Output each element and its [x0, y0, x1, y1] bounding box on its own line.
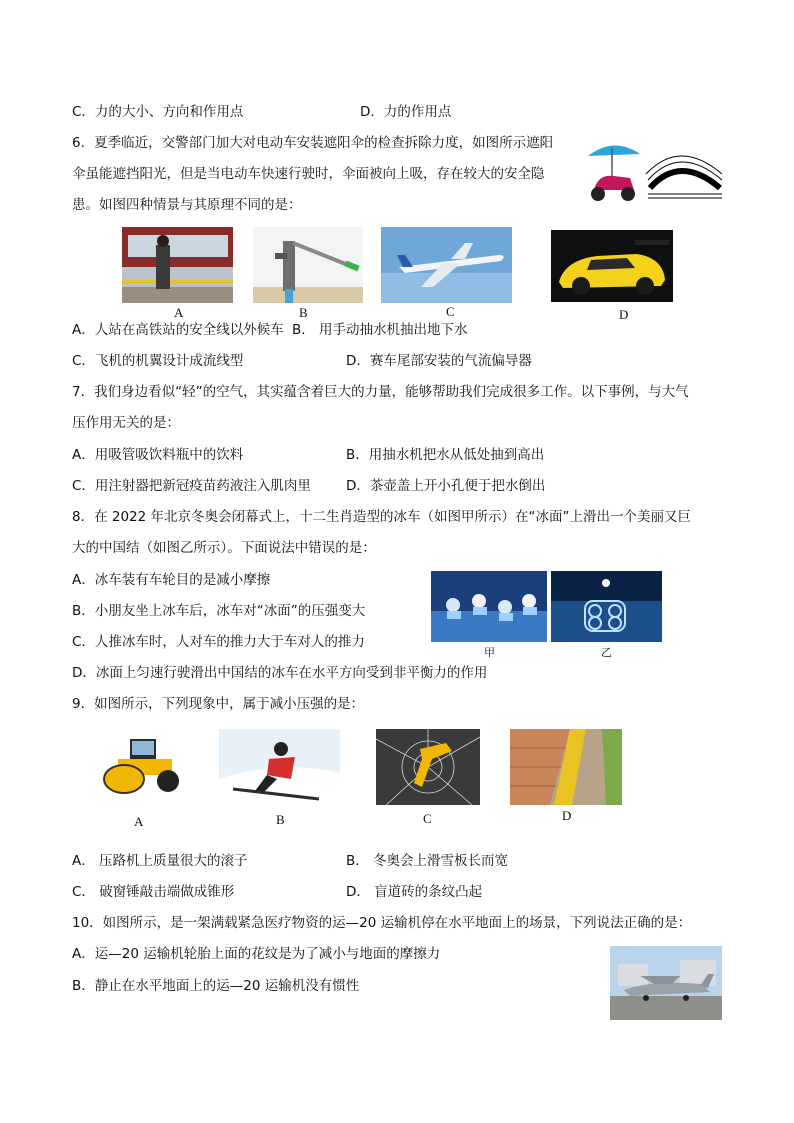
q9-image-d-tactile-paving	[510, 729, 622, 805]
q8-image-yi-chinese-knot	[551, 571, 662, 642]
q6-option-a: A．人站在高铁站的安全线以外候车	[72, 322, 284, 338]
q9-caption-c: C	[423, 811, 432, 826]
q8-caption-yi: 乙	[601, 647, 612, 659]
q10-stem: 10．如图所示，是一架满载紧急医疗物资的运—20 运输机停在水平地面上的场景，下列说法正确的是：	[72, 915, 692, 931]
q9-image-c-window-hammer	[376, 729, 480, 805]
q6-image-a-platform	[122, 227, 233, 303]
q6-scooter-umbrella-figure	[584, 138, 724, 206]
q6-option-c: C．飞机的机翼设计成流线型	[72, 353, 244, 369]
q8-option-a: A．冰车装有车轮目的是减小摩擦	[72, 572, 271, 588]
q5-option-c: C．力的大小、方向和作用点	[72, 104, 244, 120]
q6-caption-b: B	[299, 305, 308, 320]
q9-option-d: D． 盲道砖的条纹凸起	[346, 884, 483, 900]
q6-image-c-airplane	[381, 227, 512, 303]
q8-image-jia-ice-cars	[431, 571, 547, 642]
q6-image-b-hand-pump	[253, 227, 363, 303]
q9-option-c: C． 破窗锤敲击端做成锥形	[72, 884, 235, 900]
q8-option-c: C．人推冰车时，人对车的推力大于车对人的推力	[72, 634, 365, 650]
q6-option-b: B． 用手动抽水机抽出地下水	[292, 322, 468, 338]
q6-stem-line-2: 伞虽能遮挡阳光，但是当电动车快速行驶时，伞面被向上吸，存在较大的安全隐	[72, 166, 545, 182]
q6-caption-c: C	[446, 304, 455, 319]
q8-option-d: D．冰面上匀速行驶滑出中国结的冰车在水平方向受到非平衡力的作用	[72, 665, 488, 681]
q9-option-b: B． 冬奥会上滑雪板长而宽	[346, 853, 509, 869]
q5-option-d: D．力的作用点	[360, 104, 452, 120]
q9-caption-d: D	[562, 808, 572, 823]
q10-option-a: A．运—20 运输机轮胎上面的花纹是为了减小与地面的摩擦力	[72, 946, 441, 962]
q7-option-d: D．茶壶盖上开小孔便于把水倒出	[346, 478, 546, 494]
q9-image-a-road-roller	[96, 733, 192, 797]
q9-image-b-skier	[219, 729, 340, 805]
q7-stem-line-2: 压作用无关的是：	[72, 415, 180, 431]
q8-option-b: B．小朋友坐上冰车后，冰车对“冰面”的压强变大	[72, 603, 366, 619]
q9-caption-a: A	[134, 814, 144, 829]
q6-stem-line-3: 患。如图四种情景与其原理不同的是：	[72, 197, 302, 213]
q7-option-a: A．用吸管吸饮料瓶中的饮料	[72, 447, 244, 463]
q7-option-c: C．用注射器把新冠疫苗药液注入肌肉里	[72, 478, 311, 494]
q10-option-b: B．静止在水平地面上的运—20 运输机没有惯性	[72, 978, 360, 994]
q6-image-d-race-car	[551, 230, 673, 302]
q7-stem-line-1: 7．我们身边看似“轻”的空气，其实蕴含着巨大的力量，能够帮助我们完成很多工作。以下事例，与大气	[72, 384, 689, 400]
q8-stem-line-1: 8．在 2022 年北京冬奥会闭幕式上，十二生肖造型的冰车（如图甲所示）在“冰面”上滑出一个美丽又巨	[72, 509, 692, 525]
q6-stem-line-1: 6．夏季临近，交警部门加大对电动车安装遮阳伞的检查拆除力度，如图所示遮阳	[72, 135, 554, 151]
q6-caption-d: D	[619, 307, 629, 322]
q6-caption-a: A	[174, 305, 184, 320]
q10-image-transport-plane	[610, 946, 722, 1020]
q9-caption-b: B	[276, 812, 285, 827]
q7-option-b: B．用抽水机把水从低处抽到高出	[346, 447, 545, 463]
q8-stem-line-2: 大的中国结（如图乙所示）。下面说法中错误的是：	[72, 540, 376, 556]
q9-option-a: A． 压路机上质量很大的滚子	[72, 853, 248, 869]
q9-stem: 9．如图所示，下列现象中，属于减小压强的是：	[72, 696, 365, 712]
q6-option-d: D．赛车尾部安装的气流偏导器	[346, 353, 532, 369]
q8-caption-jia: 甲	[484, 647, 495, 659]
